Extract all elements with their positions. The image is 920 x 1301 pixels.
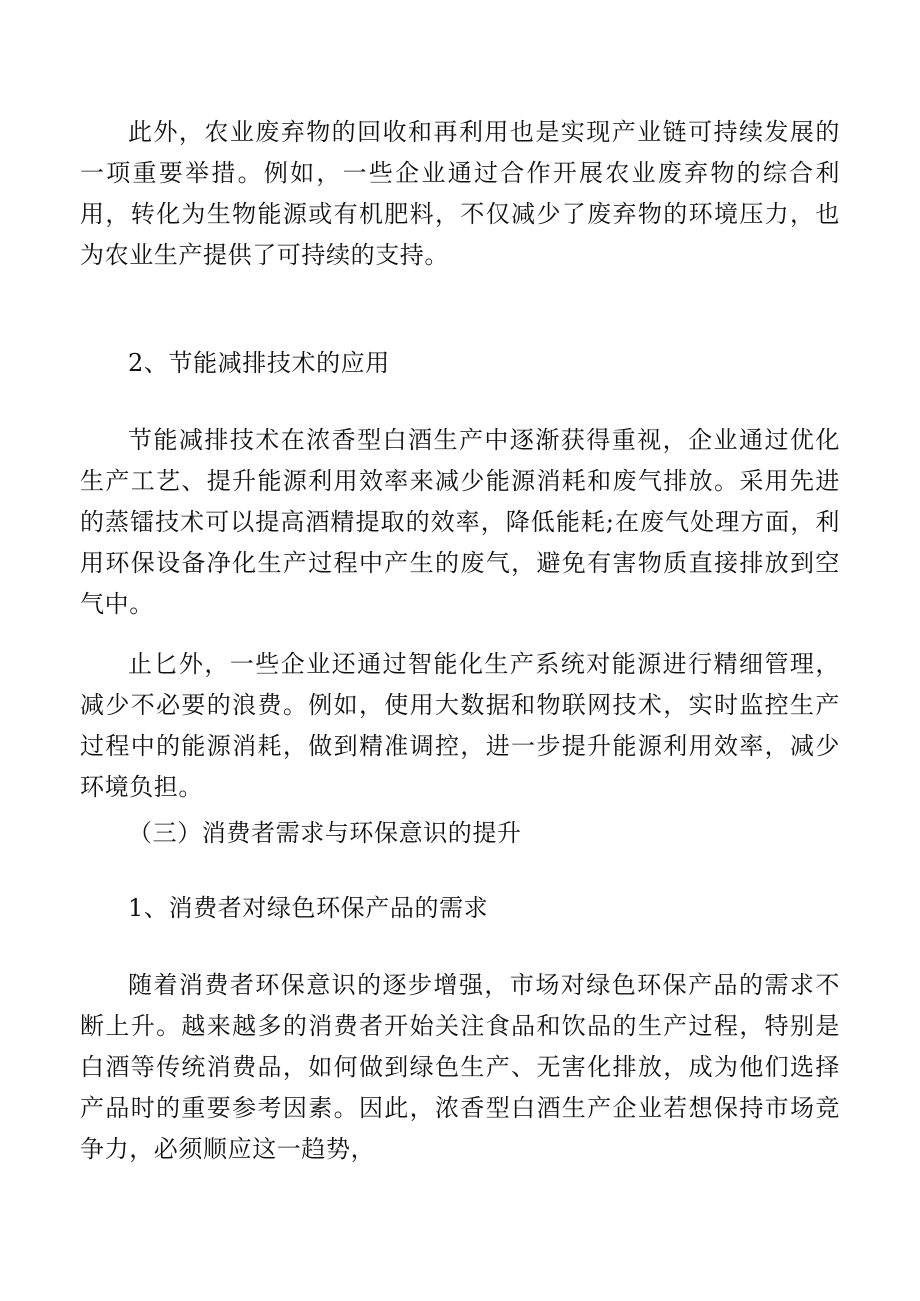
paragraph-consumer-awareness: 随着消费者环保意识的逐步增强，市场对绿色环保产品的需求不断上升。越来越多的消费者开始关注食品和饮品的生产过程，特别是白酒等传统消费品，如何做到绿色生产、无害化排放，成为他们选择产品时的重要参考因素。因此，浓香型白酒生产企业若想保持市场竞争力，必须顺应这一趋势， xyxy=(80,971,840,1163)
paragraph-smart-energy-management: 止匕外，一些企业还通过智能化生产系统对能源进行精细管理，减少不必要的浪费。例如，使用大数据和物联网技术，实时监控生产过程中的能源消耗，做到精准调控，进一步提升能源利用效率，减少环境负担。 xyxy=(80,650,840,801)
subsection-heading-green-products: 1、消费者对绿色环保产品的需求 xyxy=(128,894,489,922)
paragraph-energy-saving-tech: 节能减排技术在浓香型白酒生产中逐渐获得重视，企业通过优化生产工艺、提升能源利用效率来减少能源消耗和废气排放。采用先进的蒸镭技术可以提高酒精提取的效率，降低能耗;在废气处理方面，利用环保设备净化生产过程中产生的废气，避免有害物质直接排放到空气中。 xyxy=(80,426,840,618)
paragraph-agricultural-waste: 此外，农业废弃物的回收和再利用也是实现产业链可持续发展的一项重要举措。例如，一些企业通过合作开展农业废弃物的综合利用，转化为生物能源或有机肥料，不仅减少了废弃物的环境压力，也为农业生产提供了可持续的支持。 xyxy=(80,118,840,269)
section-heading-energy-saving: 2、节能减排技术的应用 xyxy=(128,349,390,377)
section-heading-consumer-demand: （三）消费者需求与环保意识的提升 xyxy=(128,819,522,847)
